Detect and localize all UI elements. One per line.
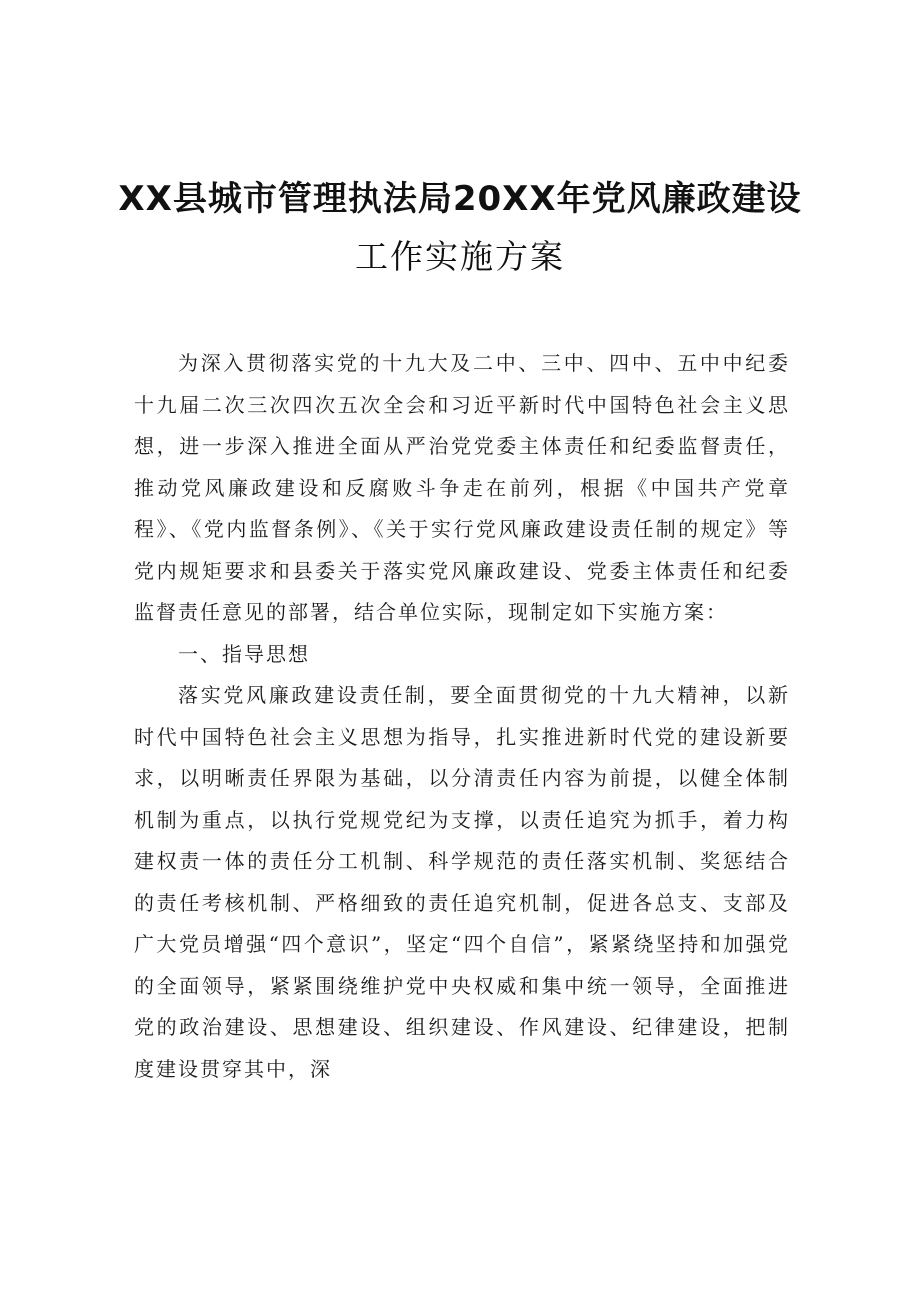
title-line-1: XX县城市管理执法局20XX年党风廉政建设 xyxy=(118,179,802,219)
document-title xyxy=(0,170,920,286)
section-heading-guiding-thought: 一、指导思想 xyxy=(178,641,310,666)
paragraph-intro: 为深入贯彻落实党的十九大及二中、三中、四中、五中中纪委十九届二次三次四次五次全会和习近平新时代中国特色社会主义思想，进一步深入推进全面从严治党党委主体责任和纪委监督责任，推动党风廉政建设和反腐败斗争走在前列，根据《中国共产党章程》、《党内监督条例》、《关于实行党风廉政建设责任制的规定》等党内规矩要求和县委关于落实党风廉政建设、党委主体责任和纪委监督责任意见的部署，结合单位实际，现制定如下实施方案： xyxy=(134,351,790,624)
document-body xyxy=(134,343,790,1090)
paragraph-guiding-thought: 落实党风廉政建设责任制，要全面贯彻党的十九大精神，以新时代中国特色社会主义思想为指导，扎实推进新时代党的建设新要求，以明晰责任界限为基础，以分清责任内容为前提，以健全体制机制为重点，以执行党规党纪为支撑，以责任追究为抓手，着力构建权责一体的责任分工机制、科学规范的责任落实机制、奖惩结合的责任考核机制、严格细致的责任追究机制，促进各总支、支部及广大党员增强“四个意识”，坚定“四个自信”，紧紧绕坚持和加强党的全面领导，紧紧围绕维护党中央权威和集中统一领导，全面推进党的政治建设、思想建设、组织建设、作风建设、纪律建设，把制度建设贯穿其中，深 xyxy=(134,683,790,1081)
title-line-2: 工作实施方案 xyxy=(355,237,565,276)
